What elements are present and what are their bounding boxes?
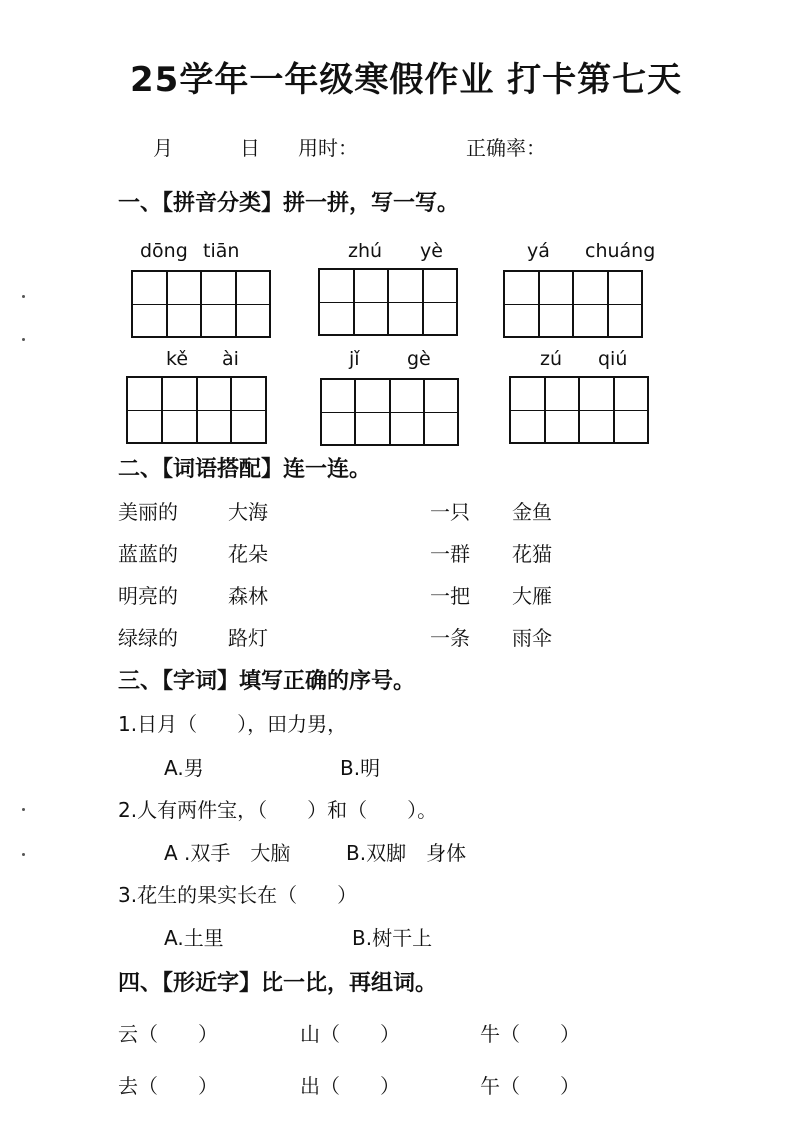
pinyin: tiān [203,240,240,262]
pinyin: qiú [598,348,628,370]
pinyin: yè [420,240,443,262]
word-right: 大雁 [512,584,552,608]
word-left: 美丽的 [118,500,178,524]
word-right: 花猫 [512,542,552,566]
q2-option-b: B.双脚 身体 [346,841,467,865]
word-left: 蓝蓝的 [118,542,178,566]
word-right: 一群 [430,542,470,566]
word-right: 金鱼 [512,500,552,524]
word-right: 雨伞 [512,626,552,650]
word-right: 一把 [430,584,470,608]
q1-option-a: A.男 [164,756,204,780]
pinyin: ài [222,348,239,370]
scan-speck [22,338,25,341]
similar-char-item: 去（ ） [118,1074,218,1098]
section4-heading: 四、【形近字】比一比，再组词。 [118,971,438,996]
similar-char-item: 出（ ） [300,1074,400,1098]
q2-option-a: A .双手 大脑 [164,841,291,865]
similar-char-item: 午（ ） [480,1074,580,1098]
pinyin: dōng [140,240,188,262]
pinyin: zú [540,348,563,370]
day-label: 日 [240,136,260,160]
question-3: 3.花生的果实长在（ ） [118,883,358,907]
word-left: 花朵 [228,542,268,566]
page-title: 25学年一年级寒假作业 打卡第七天 [130,60,683,100]
pinyin: jǐ [349,348,360,370]
pinyin: yá [527,240,550,262]
word-left: 绿绿的 [118,626,178,650]
section1-heading: 一、【拼音分类】拼一拼，写一写。 [118,191,460,216]
pinyin: chuáng [585,240,656,262]
similar-char-item: 云（ ） [118,1022,218,1046]
q3-option-b: B.树干上 [352,926,433,950]
similar-char-item: 山（ ） [300,1022,400,1046]
writing-grid[interactable] [320,378,459,446]
writing-grid[interactable] [126,376,267,444]
accuracy-label: 正确率： [466,136,546,160]
section2-heading: 二、【词语搭配】连一连。 [118,457,372,482]
writing-grid[interactable] [509,376,649,444]
pinyin: zhú [348,240,383,262]
scan-speck [22,295,25,298]
month-label: 月 [153,136,173,160]
q1-option-b: B.明 [340,756,381,780]
pinyin: gè [407,348,431,370]
writing-grid[interactable] [318,268,458,336]
writing-grid[interactable] [503,270,643,338]
writing-grid[interactable] [131,270,271,338]
question-1: 1.日月（ ），田力男， [118,712,348,736]
word-left: 明亮的 [118,584,178,608]
word-right: 一条 [430,626,470,650]
q3-option-a: A.土里 [164,926,224,950]
word-left: 路灯 [228,626,268,650]
pinyin: kě [166,348,189,370]
time-label: 用时： [298,136,358,160]
section3-heading: 三、【字词】填写正确的序号。 [118,669,416,694]
scan-speck [22,808,25,811]
similar-char-item: 牛（ ） [480,1022,580,1046]
scan-speck [22,853,25,856]
question-2: 2.人有两件宝，（ ）和（ ）。 [118,798,438,822]
word-right: 一只 [430,500,470,524]
word-left: 大海 [228,500,268,524]
word-left: 森林 [228,584,268,608]
